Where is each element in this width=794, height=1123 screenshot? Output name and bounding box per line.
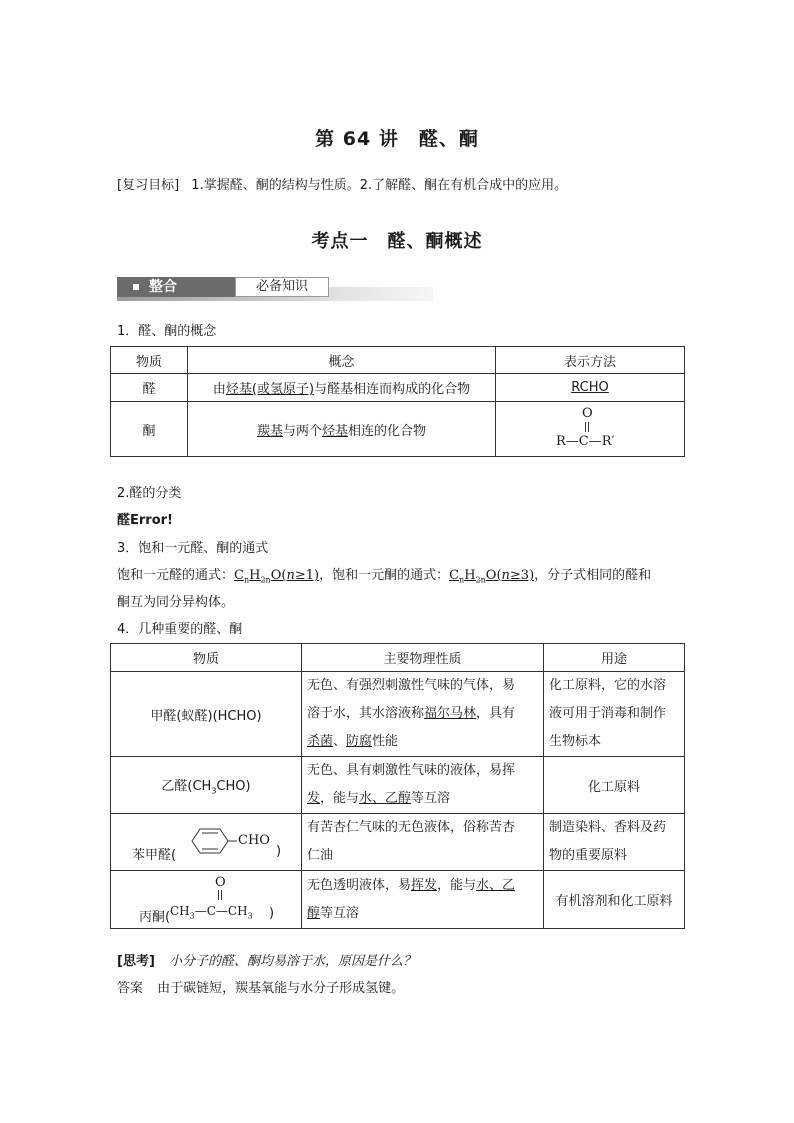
cell-aldehyde-concept: 由烃基(或氢原子)与醛基相连而构成的化合物	[188, 374, 496, 402]
square-icon	[133, 284, 139, 290]
cell-formaldehyde-prop: 无色、有强烈刺激性气味的气体，易 溶于水，其水溶液称福尔马林，具有 杀菌、防腐性能	[302, 672, 544, 757]
error-text: 醛Error!	[117, 513, 173, 528]
table-header: 用途	[544, 644, 685, 672]
page-title: 第 64 讲 醛、酮	[315, 128, 479, 150]
heading-formula: 3．饱和一元醛、酮的通式	[117, 541, 269, 556]
cell-acetone-use: 有机溶剂和化工原料	[544, 871, 685, 929]
table-row	[111, 402, 685, 457]
table-header: 物质	[111, 347, 188, 374]
table-header: 概念	[188, 347, 496, 374]
cell-acetaldehyde: 乙醛$(CH_3CHO)$	[111, 757, 302, 814]
cell-benzaldehyde-use: 制造染料、香料及药 物的重要原料	[544, 814, 685, 871]
banner-left	[117, 277, 235, 297]
cell-aldehyde: 醛	[111, 374, 188, 402]
table-row	[111, 871, 685, 929]
heading-concept: 1．醛、酮的概念	[117, 324, 217, 339]
section-title: 考点一 醛、酮概述	[311, 231, 483, 252]
double-bond-line	[588, 422, 589, 432]
review-goal-label: [复习目标]	[117, 178, 180, 193]
table-header: 物质	[111, 644, 302, 672]
heading-important: 4．几种重要的醛、酮	[117, 622, 243, 637]
review-goal	[117, 174, 567, 193]
cell-acetone-prop: 无色透明液体，易挥发，能与水、乙 醇等互溶	[302, 871, 544, 929]
cell-benzaldehyde: 苯甲醛( CHO )	[111, 814, 302, 871]
table-row	[111, 757, 685, 814]
table-row	[111, 374, 685, 402]
cell-acetaldehyde-prop: 无色、具有刺激性气味的液体，易挥 发，能与水、乙醇等互溶	[302, 757, 544, 814]
formula-line-2: 酮互为同分异构体。	[117, 595, 235, 610]
formula-line: 饱和一元醛的通式：$C_nH_{2n}O(n\ge 1)$，饱和一元酮的通式：$C_nH_{2n}O(n\ge 3)$，分子式相同的醛和	[117, 568, 652, 585]
cell-ketone-structure	[496, 402, 685, 457]
aldehyde-formula: $C_nH_{2n}O(n\ge 1)$	[234, 568, 320, 585]
acetone-chain: $CH_3—C—CH_3$	[170, 903, 253, 920]
ketone-formula: $C_nH_{2n}O(n\ge 3)$	[449, 568, 535, 585]
ketone-oxygen: O	[582, 406, 593, 421]
cell-ketone: 酮	[111, 402, 188, 457]
table-row	[111, 672, 685, 757]
banner-right: 必备知识	[235, 277, 329, 297]
table-row	[111, 814, 685, 871]
cell-ketone-concept: 羰基与两个烃基相连的化合物	[188, 402, 496, 457]
think-line: [思考] 小分子的醛、酮均易溶于水，原因是什么？	[117, 954, 417, 969]
table-header: 主要物理性质	[302, 644, 544, 672]
section-banner	[117, 277, 433, 303]
banner-left-label: 整合	[149, 279, 177, 295]
heading-classification: 2.醛的分类	[117, 486, 182, 501]
cell-aldehyde-rep: RCHO	[496, 374, 685, 402]
table-header: 表示方法	[496, 347, 685, 374]
important-table	[110, 643, 685, 929]
cell-acetaldehyde-use: 化工原料	[544, 757, 685, 814]
benzene-ring-icon	[183, 826, 237, 856]
cell-formaldehyde-use: 化工原料，它的水溶 液可用于消毒和制作 生物标本	[544, 672, 685, 757]
ketone-chain: R—C—R′	[556, 434, 615, 449]
answer-line: 答案 由于碳链短，羰基氧能与水分子形成氢键。	[117, 981, 405, 996]
cell-benzaldehyde-prop: 有苦杏仁气味的无色液体，俗称苦杏 仁油	[302, 814, 544, 871]
review-goal-text: 1.掌握醛、酮的结构与性质。2.了解醛、酮在有机合成中的应用。	[191, 178, 568, 193]
concept-table	[110, 346, 685, 457]
cell-formaldehyde: 甲醛(蚁醛)(HCHO)	[111, 672, 302, 757]
double-bond-line	[585, 422, 586, 432]
cell-acetone: O 丙酮( $CH_3—C—CH_3$ )	[111, 871, 302, 929]
